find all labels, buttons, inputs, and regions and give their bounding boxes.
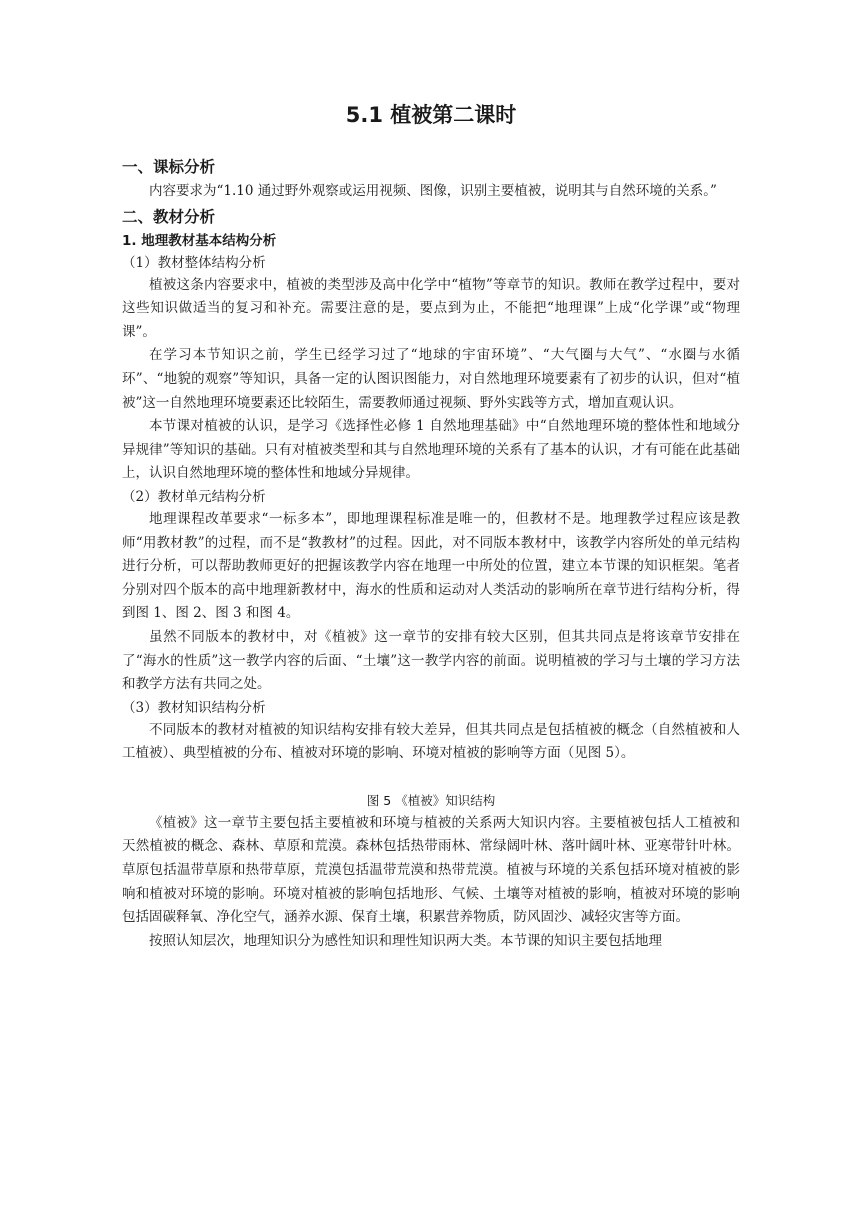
page-title: 5.1 植被第二课时	[345, 103, 517, 127]
part-heading-overall-structure: （1）教材整体结构分析	[122, 254, 266, 271]
paragraph: 本节课对植被的认识，是学习《选择性必修 1 自然地理基础》中“自然地理环境的整体性和地域分异规律”等知识的基础。只有对植被类型和其与自然地理环境的关系有了基本的认识，才有可能在此基础上，认识自然地理环境的整体性和地域分异规律。	[122, 418, 740, 482]
section-heading-curriculum: 一、课标分析	[122, 158, 216, 176]
part-heading-knowledge-structure: （3）教材知识结构分析	[122, 699, 266, 716]
paragraph: 在学习本节知识之前，学生已经学习过了“地球的宇宙环境”、“大气圈与大气”、“水圈与水循环”、“地貌的观察”等知识，具备一定的认图识图能力，对自然地理环境要素有了初步的认识，但对“植被”这一自然地理环境要素还比较陌生，需要教师通过视频、野外实践等方式，增加直观认识。	[122, 347, 740, 411]
subsection-heading: 1. 地理教材基本结构分析	[122, 232, 277, 249]
figure-placeholder	[122, 766, 740, 790]
figure-caption: 图 5 《植被》知识结构	[366, 792, 496, 808]
paragraph: 按照认知层次，地理知识分为感性知识和理性知识两大类。本节课的知识主要包括地理	[149, 932, 662, 949]
part-heading-unit-structure: （2）教材单元结构分析	[122, 488, 266, 505]
paragraph: 不同版本的教材对植被的知识结构安排有较大差异，但其共同点是包括植被的概念（自然植被和人工植被）、典型植被的分布、植被对环境的影响、环境对植被的影响等方面（见图 5）。	[122, 721, 740, 762]
paragraph: 内容要求为“1.10 通过野外观察或运用视频、图像，识别主要植被，说明其与自然环境的关系。”	[149, 183, 717, 199]
paragraph: 虽然不同版本的教材中，对《植被》这一章节的安排有较大区别，但其共同点是将该章节安排在了“海水的性质”这一教学内容的后面、“土壤”这一教学内容的前面。说明植被的学习与土壤的学习方法和教学方法有共同之处。	[122, 628, 740, 693]
paragraph: 《植被》这一章节主要包括主要植被和环境与植被的关系两大知识内容。主要植被包括人工植被和天然植被的概念、森林、草原和荒漠。森林包括热带雨林、常绿阔叶林、落叶阔叶林、亚寒带针叶林。草原包括温带草原和热带草原，荒漠包括温带荒漠和热带荒漠。植被与环境的关系包括环境对植被的影响和植被对环境的影响。环境对植被的影响包括地形、气候、土壤等对植被的影响，植被对环境的影响包括固碳释氧、净化空气，涵养水源、保育土壤，积累营养物质，防风固沙、减轻灾害等方面。	[122, 814, 740, 926]
paragraph: 植被这条内容要求中，植被的类型涉及高中化学中“植物”等章节的知识。教师在教学过程中，要对这些知识做适当的复习和补充。需要注意的是，要点到为止，不能把“地理课”上成“化学课”或“物理课”。	[122, 276, 740, 340]
paragraph: 地理课程改革要求“一标多本”，即地理课程标准是唯一的，但教材不是。地理教学过程应该是教师“用教材教”的过程，而不是“教教材”的过程。因此，对不同版本教材中，该教学内容所处的单元结构进行分析，可以帮助教师更好的把握该教学内容在地理一中所处的位置，建立本节课的知识框架。笔者分别对四个版本的高中地理新教材中，海水的性质和运动对人类活动的影响所在章节进行结构分析，得到图 1、图 2、图 3 和图 4。	[122, 510, 740, 622]
document-body	[122, 100, 740, 953]
section-heading-textbook: 二、教材分析	[122, 207, 216, 226]
